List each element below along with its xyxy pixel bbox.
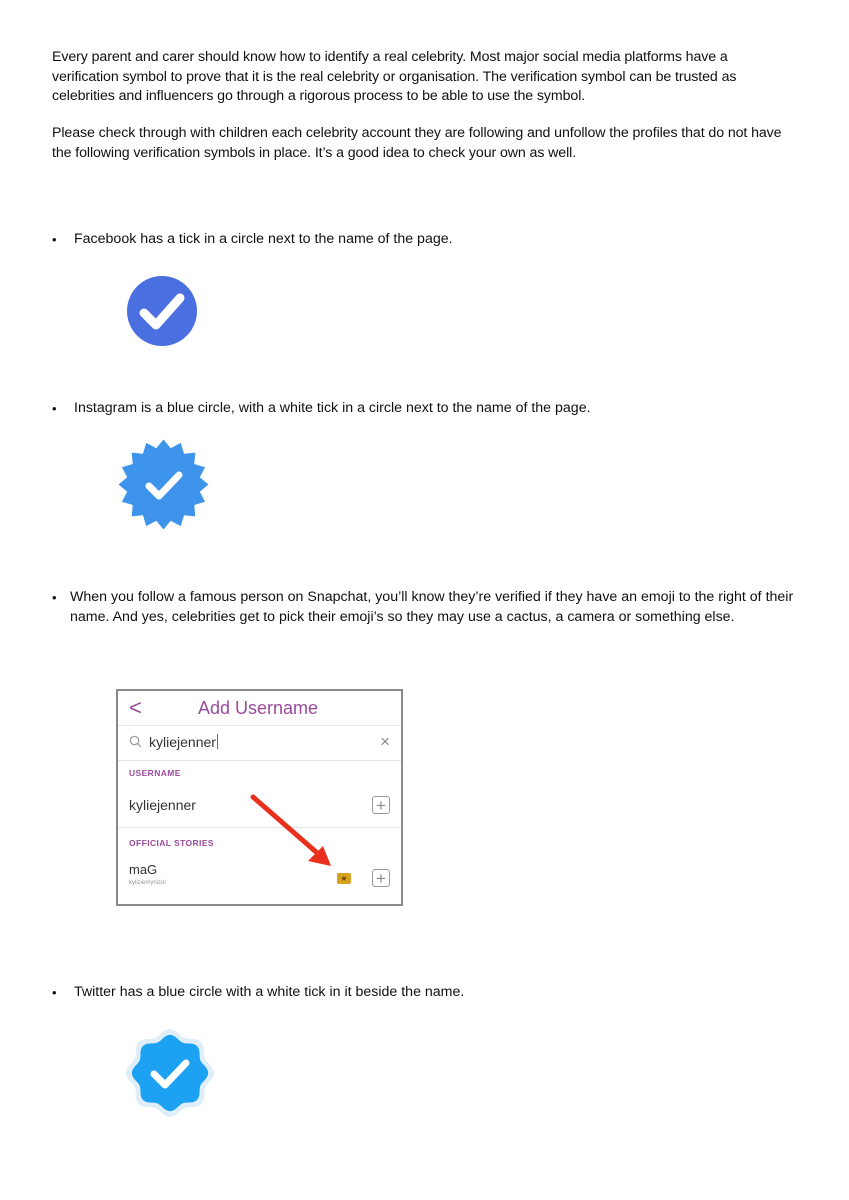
- bullet-mark: •: [52, 985, 57, 1000]
- bullet-snapchat: [52, 588, 797, 627]
- intro-paragraph-1: Every parent and carer should know how to identify a real celebrity. Most major social media platforms have a verification symbol to prove that it is the real celebrity or organisation. The verification symbol can be trusted as celebrities and influencers go through a rigorous process to be able to use the symbol.: [52, 49, 737, 104]
- section-label-username: USERNAME: [129, 768, 181, 778]
- snapchat-screenshot: [116, 689, 403, 906]
- bullet-text: Facebook has a tick in a circle next to the name of the page.: [74, 231, 453, 247]
- instagram-verified-icon: [117, 438, 210, 531]
- intro-paragraph-2: Please check through with children each celebrity account they are following and unfollow the profiles that do not have the following verification symbols in place. It’s a good idea to check your own as well.: [52, 125, 782, 161]
- verified-emoji-icon: ★: [337, 873, 351, 884]
- bullet-text: When you follow a famous person on Snapchat, you’ll know they’re verified if they have an emoji to the right of their name. And yes, celebrities get to pick their emoji’s so they may use a cactus, a camera or something else.: [70, 589, 794, 625]
- bullet-twitter: [52, 983, 797, 1003]
- search-input[interactable]: kyliejenner: [149, 734, 216, 750]
- add-user-button[interactable]: +: [372, 796, 390, 814]
- bullet-mark: •: [52, 401, 57, 416]
- story-subtitle: kyliziemynizol: [129, 880, 166, 886]
- add-story-button[interactable]: +: [372, 869, 390, 887]
- back-icon[interactable]: <: [129, 695, 142, 720]
- username-result: kyliejenner: [129, 797, 196, 813]
- story-name: maG: [129, 862, 158, 877]
- facebook-verified-icon: [125, 274, 199, 348]
- red-arrow-icon: [118, 691, 401, 904]
- bullet-text: Twitter has a blue circle with a white tick in it beside the name.: [74, 984, 465, 1000]
- clear-icon[interactable]: ×: [380, 732, 390, 751]
- section-label-official: OFFICIAL STORIES: [129, 838, 214, 848]
- snapchat-title: Add Username: [198, 698, 319, 718]
- bullet-facebook: [52, 230, 797, 250]
- bullet-mark: •: [52, 590, 57, 605]
- bullet-text: Instagram is a blue circle, with a white tick in a circle next to the name of the page.: [74, 400, 591, 416]
- bullet-mark: •: [52, 232, 57, 247]
- bullet-instagram: [52, 399, 797, 419]
- twitter-verified-icon: [125, 1028, 215, 1118]
